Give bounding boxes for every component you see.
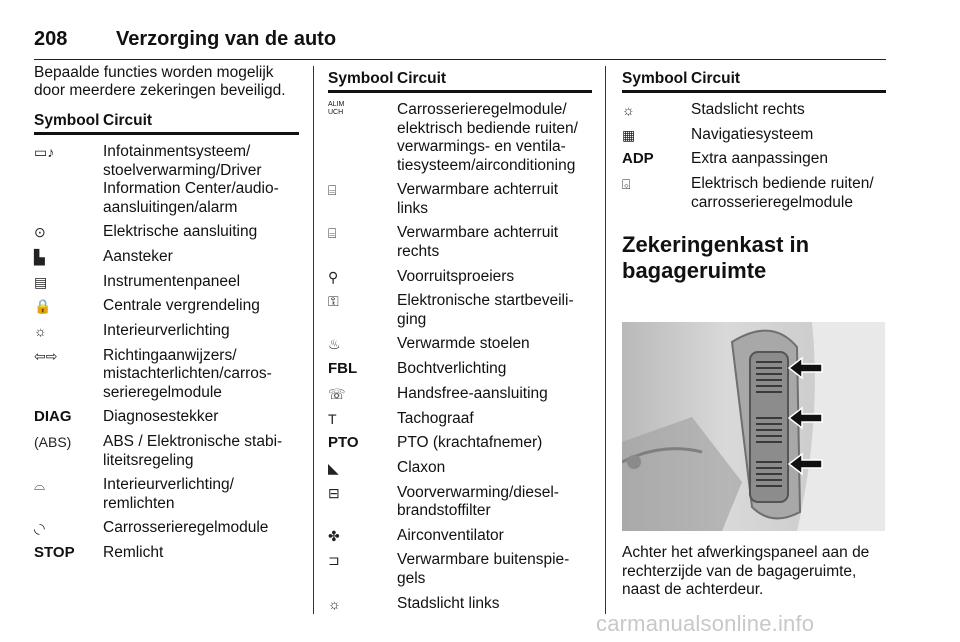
circuit-text: Carrosserieregelmodule/ elektrisch bediende ruiten/ verwarmings- en ventila-tiesysteem/airconditioning — [397, 101, 578, 174]
abs-icon: (ABS) — [34, 434, 72, 450]
parking-light-left-icon: ☼ — [328, 595, 341, 612]
table-row — [622, 175, 886, 212]
circuit-text: Stadslicht links — [397, 594, 500, 612]
table-row — [622, 150, 886, 169]
circuit-text: Instrumentenpaneel — [103, 272, 241, 290]
table-row — [34, 347, 299, 403]
circuit-text: Elektrische aansluiting — [103, 223, 258, 241]
circuit-text: Carrosserieregelmodule — [103, 519, 269, 537]
circuit-text: Infotainmentsysteem/ stoelverwarming/Driver Information Center/audio-aansluitingen/alarm — [103, 143, 279, 216]
table-row — [34, 297, 299, 316]
circuit-text: Interieurverlichting/ remlichten — [103, 476, 234, 512]
circuit-text: Aansteker — [103, 247, 173, 265]
immobiliser-key-icon: ⚿ — [328, 293, 339, 310]
table-row — [328, 292, 592, 329]
fuse-table-col1 — [34, 110, 299, 563]
power-outlet-icon: ⊙ — [34, 224, 46, 241]
circuit-text: Verwarmbare achterruit rechts — [397, 224, 559, 260]
table-row — [34, 143, 299, 217]
header-symbol: Symbool — [622, 70, 688, 87]
table-row — [34, 408, 299, 427]
table-row — [328, 101, 592, 175]
header-circuit: Circuit — [103, 112, 153, 129]
central-lock-icon: 🔒 — [34, 298, 52, 315]
cigarette-lighter-icon: ▙ — [34, 248, 45, 265]
symbol-code: ADP — [622, 150, 654, 168]
circuit-text: Extra aanpassingen — [691, 150, 829, 168]
circuit-text: Voorruitsproeiers — [397, 267, 515, 285]
symbol-code: STOP — [34, 544, 75, 562]
horn-icon: ◣ — [328, 459, 339, 476]
table-row — [328, 527, 592, 546]
circuit-text: Navigatiesysteem — [691, 125, 814, 143]
table-row — [328, 385, 592, 404]
header-circuit: Circuit — [691, 70, 741, 87]
circuit-text: Remlicht — [103, 544, 164, 562]
section-title: Zekeringenkast in bagageruimte — [622, 232, 810, 283]
circuit-text: Claxon — [397, 458, 446, 476]
table-row — [34, 476, 299, 513]
table-row — [328, 181, 592, 218]
fuse-table-col3 — [622, 68, 886, 212]
page-title: Verzorging van de auto — [116, 28, 337, 50]
circuit-text: Verwarmde stoelen — [397, 335, 530, 353]
fan-icon: ✤ — [328, 527, 340, 544]
diesel-heater-icon: ⊟ — [328, 484, 340, 501]
power-window-icon: ⌺ — [622, 176, 631, 193]
table-row — [34, 273, 299, 292]
table-row — [622, 126, 886, 145]
table-row — [328, 335, 592, 354]
table-row — [622, 101, 886, 120]
header-symbol: Symbool — [34, 112, 100, 129]
reading-light-icon: ⌓ — [34, 477, 46, 494]
circuit-text: PTO (krachtafnemer) — [397, 434, 543, 452]
header-rule — [34, 59, 886, 60]
table-row — [34, 519, 299, 538]
navigation-icon: ▦ — [622, 126, 636, 143]
watermark-text: carmanualsonline.info — [596, 611, 815, 636]
caption-text: Achter het afwerkingspaneel aan de rechterzijde van de bagageruimte, naast de achterdeur. — [622, 544, 870, 598]
circuit-text: Diagnosestekker — [103, 408, 219, 426]
rear-window-heater-left-icon: ⌸ — [328, 182, 337, 199]
table-row — [328, 224, 592, 261]
infotainment-icon: ▭♪ — [34, 144, 55, 160]
circuit-text: Elektrisch bediende ruiten/ carrosserieregelmodule — [691, 175, 874, 211]
table-row — [328, 410, 592, 429]
table-row — [328, 360, 592, 379]
column-divider — [605, 66, 606, 614]
table-header — [328, 68, 592, 93]
circuit-text: ABS / Elektronische stabi-liteitsregeling — [103, 433, 283, 469]
mirror-heater-icon: ⊐ — [328, 552, 340, 569]
fuse-table-col2 — [328, 68, 592, 613]
table-row — [328, 551, 592, 588]
symbol-code: FBL — [328, 360, 358, 378]
circuit-text: Centrale vergrendeling — [103, 297, 260, 315]
fuse-box-photo — [622, 322, 885, 531]
rear-window-heater-right-icon: ⌸ — [328, 225, 337, 242]
parking-light-right-icon: ☼ — [622, 102, 635, 118]
tachograph-icon: T — [328, 410, 337, 427]
symbol-code: DIAG — [34, 408, 72, 426]
symbol-code: ALIM UCH — [328, 101, 345, 116]
circuit-text: Interieurverlichting — [103, 321, 230, 339]
circuit-text: Tachograaf — [397, 409, 474, 427]
header-circuit: Circuit — [397, 70, 447, 87]
table-row — [328, 268, 592, 287]
turn-signal-icon: ⇦⇨ — [34, 347, 58, 364]
table-row — [34, 433, 299, 470]
handsfree-icon: ☏ — [328, 385, 346, 402]
interior-light-icon: ☼ — [34, 322, 47, 339]
table-header — [622, 68, 886, 93]
circuit-text: Handsfree-aansluiting — [397, 384, 548, 402]
circuit-text: Stadslicht rechts — [691, 101, 805, 118]
page-header — [34, 14, 886, 54]
column-divider — [313, 66, 314, 614]
header-symbol: Symbool — [328, 70, 394, 87]
table-row — [34, 322, 299, 341]
circuit-text: Voorverwarming/diesel-brandstoffilter — [397, 483, 559, 520]
circuit-text: Verwarmbare buitenspie-gels — [397, 551, 570, 587]
circuit-text: Bochtverlichting — [397, 360, 507, 378]
table-row — [328, 459, 592, 478]
table-header — [34, 110, 299, 135]
page-number: 208 — [34, 28, 68, 50]
table-row — [328, 434, 592, 453]
circuit-text: Richtingaanwijzers/ mistachterlichten/carros-serieregelmodule — [103, 346, 272, 401]
symbol-code: PTO — [328, 434, 359, 452]
circuit-text: Airconventilator — [397, 526, 504, 544]
intro-text: Bepaalde functies worden mogelijk door meerdere zekeringen beveiligd. — [34, 64, 286, 99]
washer-icon: ⚲ — [328, 268, 339, 285]
seat-heater-icon: ♨ — [328, 336, 341, 353]
table-row — [34, 248, 299, 267]
table-row — [328, 484, 592, 521]
table-row — [34, 223, 299, 242]
body-control-icon: ◟◝ — [34, 520, 45, 537]
table-row — [328, 595, 592, 614]
table-row — [34, 544, 299, 563]
circuit-text: Elektronische startbeveili-ging — [397, 292, 574, 328]
instrument-panel-icon: ▤ — [34, 273, 48, 290]
circuit-text: Verwarmbare achterruit links — [397, 181, 559, 217]
